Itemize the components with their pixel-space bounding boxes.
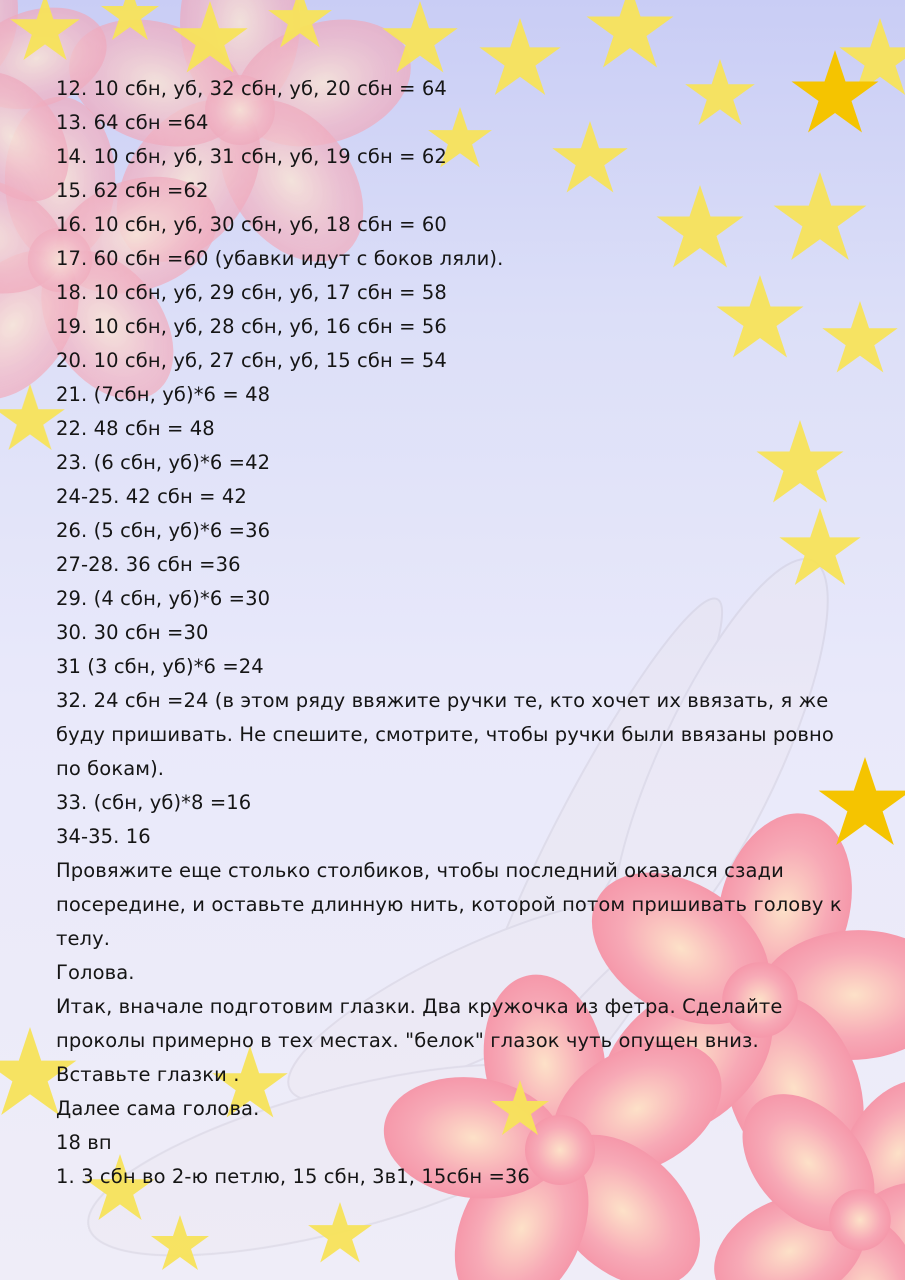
section-heading: Голова. <box>56 961 135 984</box>
text-line: 19. 10 сбн, уб, 28 сбн, уб, 16 сбн = 56 <box>56 315 447 338</box>
text-line: 29. (4 сбн, уб)*6 =30 <box>56 587 271 610</box>
text-line: 18 вп <box>56 1131 112 1154</box>
text-line: 27-28. 36 сбн =36 <box>56 553 241 576</box>
text-line: 14. 10 сбн, уб, 31 сбн, уб, 19 сбн = 62 <box>56 145 447 168</box>
text-paragraph: 32. 24 сбн =24 (в этом ряду ввяжите ручки те, кто хочет их ввязать, я же буду пришивать. Не спешите, смотрите, чтобы ручки были ввязаны ровно по бокам). <box>56 689 834 780</box>
text-line: 18. 10 сбн, уб, 29 сбн, уб, 17 сбн = 58 <box>56 281 447 304</box>
text-line: 30. 30 сбн =30 <box>56 621 209 644</box>
text-line: 16. 10 сбн, уб, 30 сбн, уб, 18 сбн = 60 <box>56 213 447 236</box>
text-line: Далее сама голова. <box>56 1097 260 1120</box>
text-line: 13. 64 сбн =64 <box>56 111 209 134</box>
text-line: 1. 3 сбн во 2-ю петлю, 15 сбн, 3в1, 15сбн =36 <box>56 1165 530 1188</box>
text-line: 22. 48 сбн = 48 <box>56 417 215 440</box>
text-paragraph: Провяжите еще столько столбиков, чтобы последний оказался сзади посередине, и оставьте длинную нить, которой потом пришивать голову к телу. <box>56 859 842 950</box>
text-line: 24-25. 42 сбн = 42 <box>56 485 247 508</box>
text-line: 20. 10 сбн, уб, 27 сбн, уб, 15 сбн = 54 <box>56 349 447 372</box>
instructions-text <box>56 72 856 1194</box>
text-line: 21. (7сбн, уб)*6 = 48 <box>56 383 271 406</box>
text-line: 12. 10 сбн, уб, 32 сбн, уб, 20 сбн = 64 <box>56 77 447 100</box>
text-paragraph: Итак, вначале подготовим глазки. Два кружочка из фетра. Сделайте проколы примерно в тех местах. "белок" глазок чуть опущен вниз. Вставьте глазки . <box>56 995 783 1086</box>
text-line: 34-35. 16 <box>56 825 151 848</box>
text-line: 23. (6 сбн, уб)*6 =42 <box>56 451 271 474</box>
text-line: 15. 62 сбн =62 <box>56 179 209 202</box>
text-line: 31 (3 сбн, уб)*6 =24 <box>56 655 264 678</box>
text-line: 17. 60 сбн =60 (убавки идут с боков ляли). <box>56 247 504 270</box>
text-line: 33. (сбн, уб)*8 =16 <box>56 791 252 814</box>
text-line: 26. (5 сбн, уб)*6 =36 <box>56 519 271 542</box>
